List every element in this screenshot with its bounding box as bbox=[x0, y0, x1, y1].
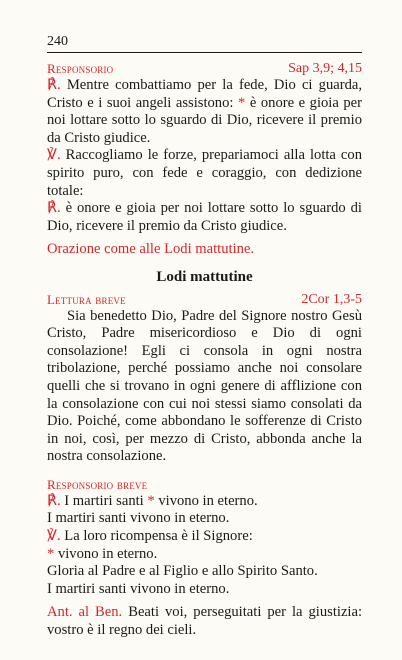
reading-text: Sia benedetto Dio, Padre del Signore nostro Gesù Cristo, Padre misericordioso e Dio di ogni consolazione! Egli ci consola in ogni nostra tribolazione, perché possiamo anche noi consolare quelli che si trovano in ogni genere di afflizione con la consolazione con cui noi stessi siamo consolati da Dio. Poiché, come abbondano le sofferenze di Cristo in noi, così, per mezzo di Cristo, abbonda anche la nostra consolazione. bbox=[47, 307, 362, 465]
asterisk-mark: * bbox=[238, 94, 246, 111]
lodi-title: Lodi mattutine bbox=[156, 268, 253, 285]
verse-text: Raccogliamo le forze, prepariamoci alla lotta con spirito puro, con fede e coraggio, con dedizione totale: bbox=[47, 147, 362, 199]
antiphon-label: Ant. al Ben. bbox=[47, 604, 123, 621]
responsorio-response-repeat bbox=[47, 200, 362, 235]
responsorio-ref: Sap 3,9; 4,15 bbox=[288, 61, 362, 76]
verse-symbol: ℣. bbox=[47, 147, 61, 164]
rb-line-6: I martiri santi vivono in eterno. bbox=[47, 580, 230, 597]
page-content bbox=[47, 60, 362, 640]
response-symbol: ℟. bbox=[47, 492, 61, 509]
responsorio-heading bbox=[47, 60, 362, 77]
response-symbol: ℟. bbox=[47, 77, 61, 93]
response-text-a: Mentre combattiamo per la fede, Dio ci guarda, Cristo e i suoi angeli assistono: bbox=[47, 77, 362, 111]
oration-rubric: Orazione come alle Lodi mattutine. bbox=[47, 241, 255, 258]
reading-heading bbox=[47, 291, 362, 308]
verse-symbol: ℣. bbox=[47, 528, 61, 545]
response-symbol: ℟. bbox=[47, 200, 61, 217]
response-text-b: è onore e gioia per noi lottare sotto lo sguardo di Dio, ricevere il premio da Cristo giudice. bbox=[47, 94, 363, 146]
antiphon-text: Beati voi, perseguitati per la giustizia: vostro è il regno dei cieli. bbox=[47, 604, 363, 639]
rb-line-3: ℣. La loro ricompensa è il Signore: bbox=[47, 528, 253, 545]
reading-label: Lettura breve bbox=[47, 291, 126, 307]
responsorio-response bbox=[47, 77, 362, 147]
response-repeat-text: è onore e gioia per noi lottare sotto lo sguardo di Dio, ricevere il premio da Cristo giudice. bbox=[47, 200, 362, 234]
responsorio-breve-label: Responsorio breve bbox=[47, 476, 148, 492]
reading-ref: 2Cor 1,3-5 bbox=[301, 291, 362, 307]
asterisk-mark: * bbox=[147, 492, 155, 509]
responsorio-label: Responsorio bbox=[47, 61, 114, 76]
asterisk-mark: * bbox=[47, 545, 55, 562]
rb-line-1: ℟. I martiri santi * vivono in eterno. bbox=[47, 492, 258, 509]
responsorio-breve-heading bbox=[47, 476, 362, 493]
page-number: 240 bbox=[47, 34, 68, 49]
page-header bbox=[47, 34, 362, 53]
antiphon bbox=[47, 604, 362, 639]
rb-line-2: I martiri santi vivono in eterno. bbox=[47, 510, 230, 527]
rb-line-5: Gloria al Padre e al Figlio e allo Spirito Santo. bbox=[47, 563, 318, 580]
header-rule bbox=[47, 52, 362, 53]
rb-line-4: * vivono in eterno. bbox=[47, 545, 158, 562]
responsorio-verse bbox=[47, 147, 362, 200]
responsorio-breve-body bbox=[47, 493, 362, 599]
